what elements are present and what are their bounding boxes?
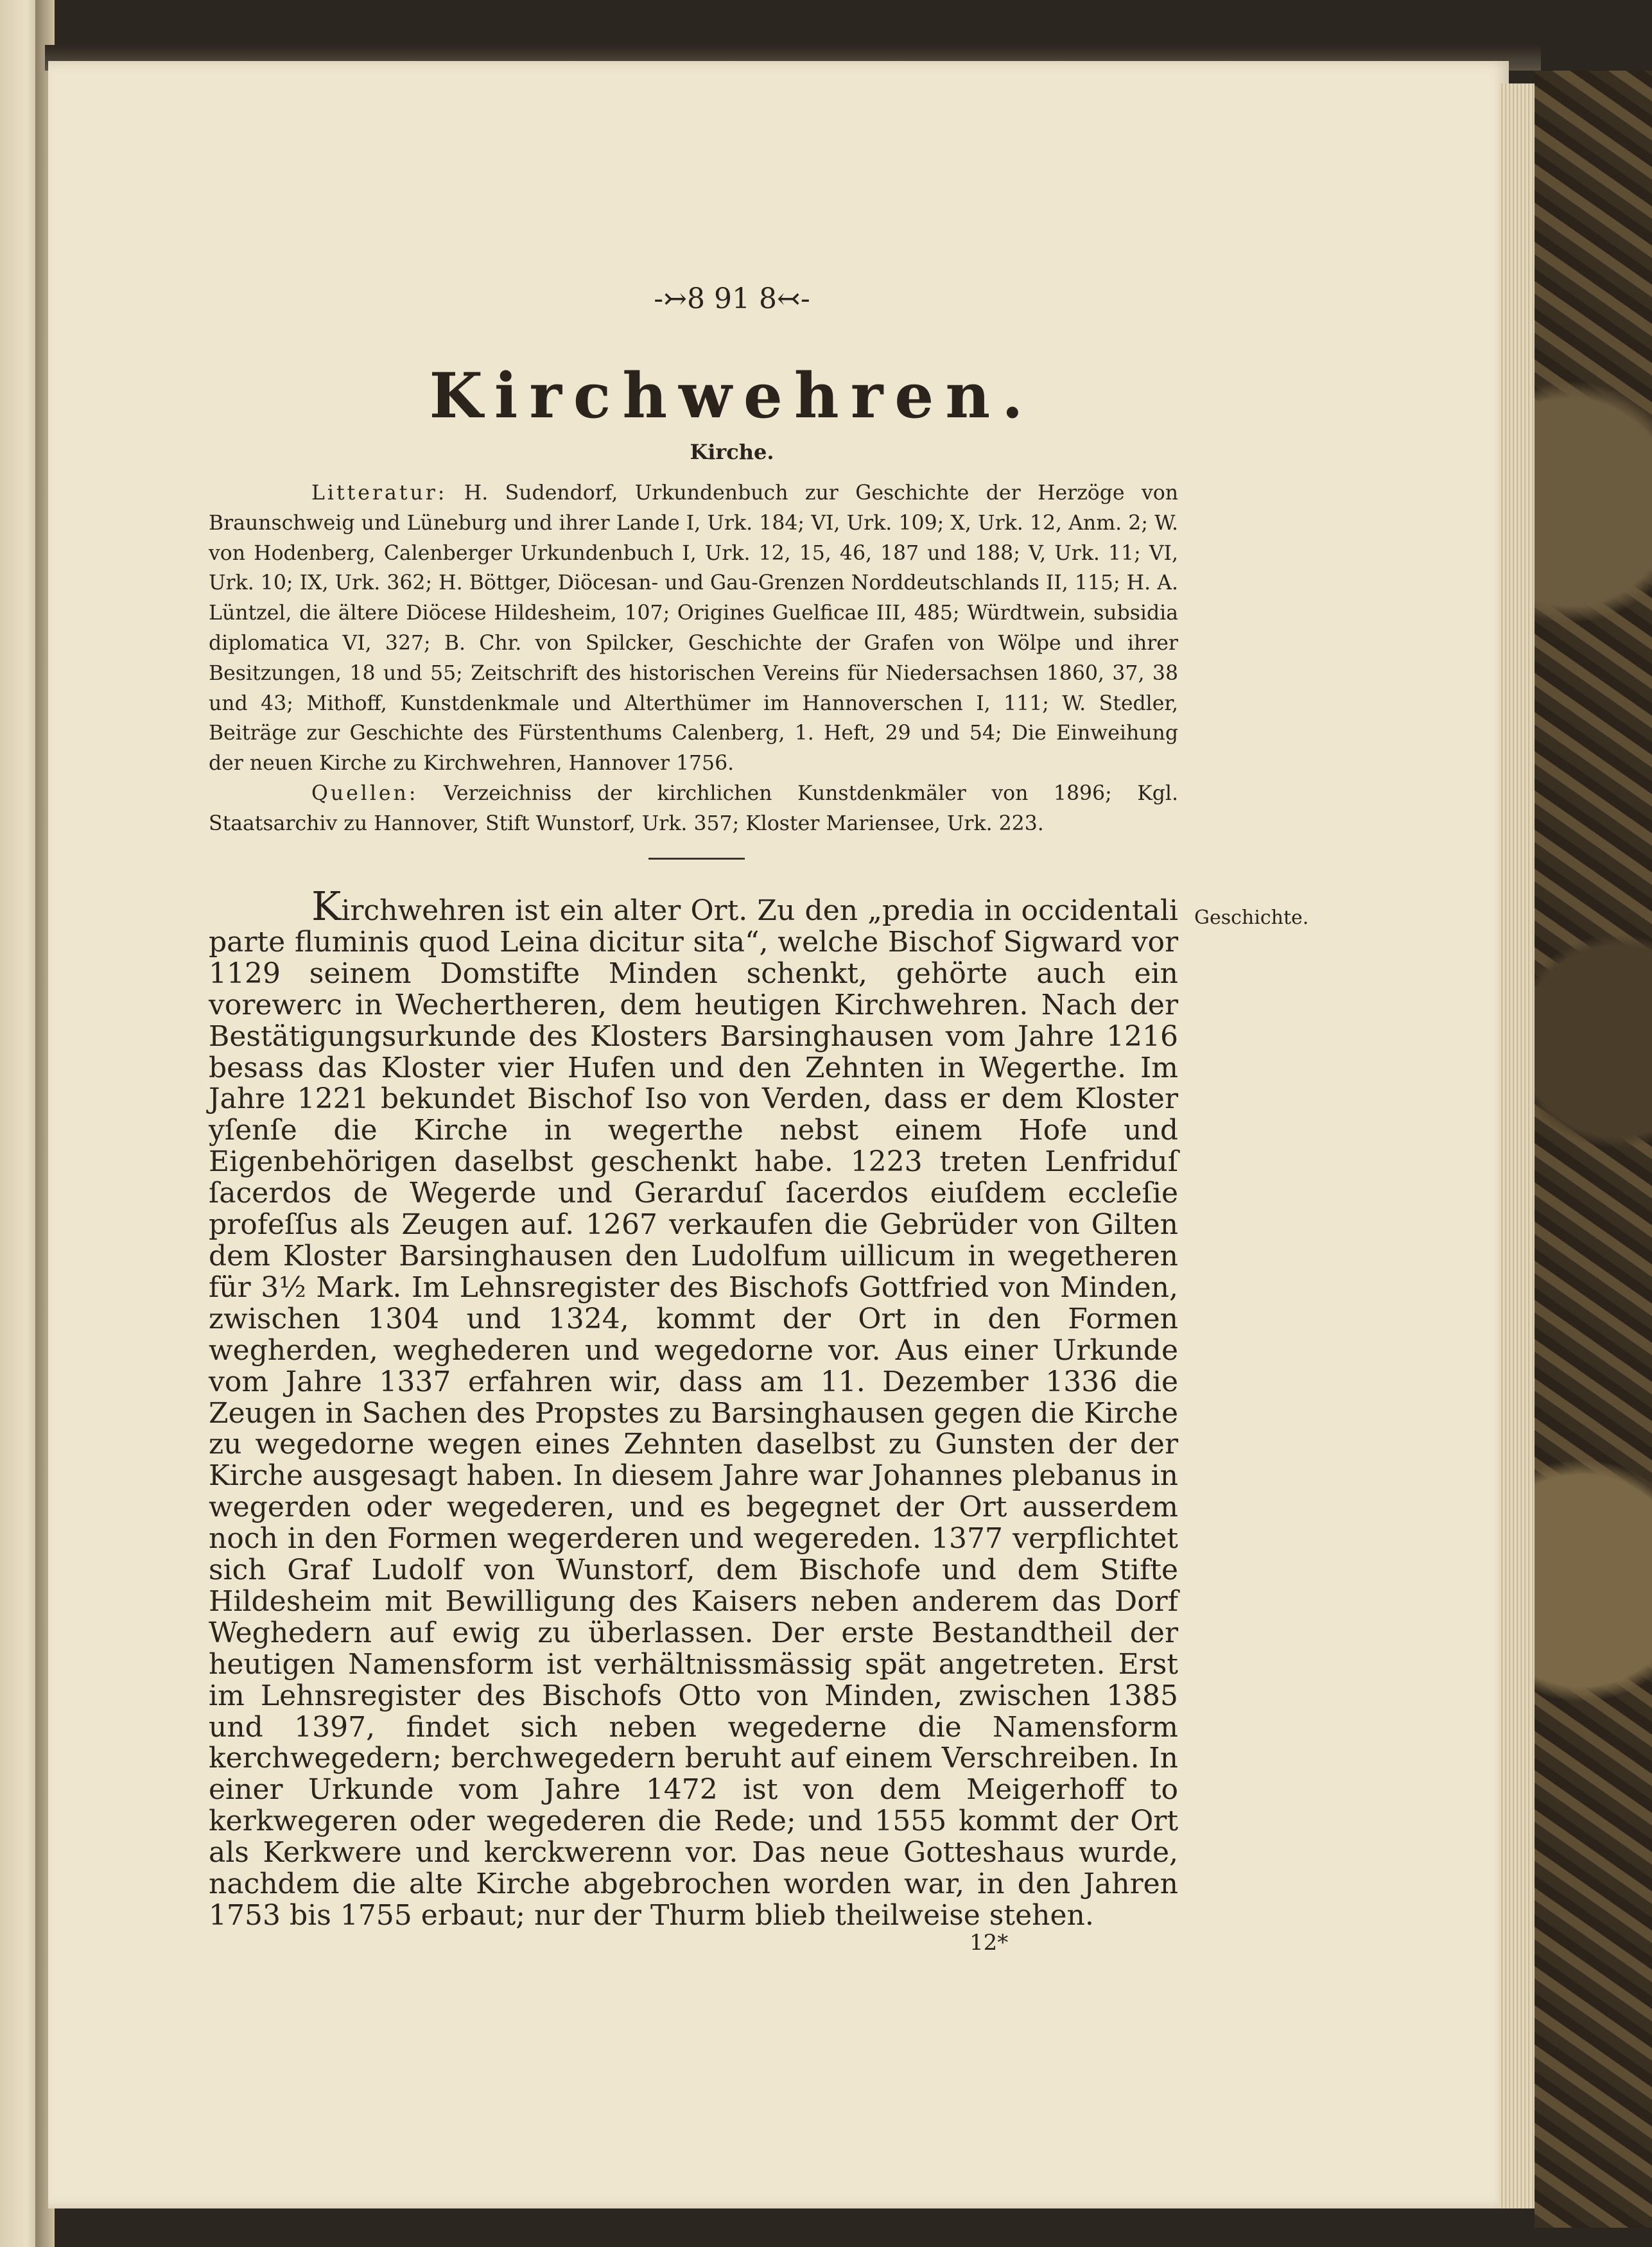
body-text [209, 883, 1178, 1932]
literatur-text: H. Sudendorf, Urkundenbuch zur Geschichte der Herzöge von Braunschweig und Lüneburg und ihrer Lande I, Urk. 184; VI, Urk. 109; X, Urk. 12, Anm. 2; W. von Hodenberg, Calenberger Urkundenbuch I, Urk. 12, 15, 46, 187 und 188; V, Urk. 11; VI, Urk. 10; IX, Urk. 362; H. Böttger, Diöcesan- und Gau-Grenzen Norddeutschlands II, 115; H. A. Lüntzel, die ältere Diöcese Hildesheim, 107; Origines Guelficae III, 485; Würdtwein, subsidia diplomatica VI, 327; B. Chr. von Spilcker, Geschichte der Grafen von Wölpe und ihrer Besitzungen, 18 und 55; Zeitschrift des historischen Vereins für Niedersachsen 1860, 37, 38 und 43; Mithoff, Kunstdenkmale und Alterthümer im Hannoverschen I, 111; W. Stedler, Beiträge zur Geschichte des Fürstenthums Calenberg, 1. Heft, 29 und 54; Die Einweihung der neuen Kirche zu Kirchwehren, Hannover 1756. [209, 482, 1178, 776]
page-title: Kirchwehren. [429, 360, 1035, 432]
quellen-label: Quellen: [311, 781, 419, 805]
drop-cap: K [311, 883, 342, 930]
quellen-text: Verzeichniss der kirchlichen Kunstdenkmäler von 1896; Kgl. Staatsarchiv zu Hannover, Stift Wunstorf, Urk. 357; Kloster Mariensee, Urk. 223. [209, 781, 1178, 835]
page-subtitle: Kirche. [690, 440, 774, 464]
section-divider [648, 858, 745, 860]
signature-mark: 12* [969, 1930, 1009, 1956]
marbled-cover [1535, 71, 1652, 2228]
page-header: -↣8 91 8↢- [654, 282, 810, 315]
literatur-label: Litteratur: [311, 482, 448, 505]
references-block [209, 478, 1178, 839]
margin-note: Geschichte. [1194, 907, 1309, 929]
quellen-paragraph [209, 779, 1178, 839]
literatur-paragraph [209, 478, 1178, 779]
body-paragraph-text: irchwehren ist ein alter Ort. Zu den „predia in occidentali parte fluminis quod Leina dicitur sita“, welche Bischof Sigward vor 1129 seinem Domstifte Minden schenkt, gehörte auch ein vorewerc in Wechertheren, dem heutigen Kirchwehren. Nach der Bestätigungsurkunde des Klosters Barsinghausen vom Jahre 1216 besass das Kloster vier Hufen und den Zehnten in Wegerthe. Im Jahre 1221 bekundet Bischof Iso von Verden, dass er dem Kloster yſenſe die Kirche in wegerthe nebst einem Hofe und Eigenbehörigen daselbst geschenkt habe. 1223 treten Lenfriduſ ſacerdos de Wegerde und Gerarduſ ſacerdos eiuſdem eccleſie profeſſus als Zeugen auf. 1267 verkaufen die Gebrüder von Gilten dem Kloster Barsinghausen den Ludolfum uillicum in wegetheren für 3½ Mark. Im Lehnsregister des Bischofs Gottfried von Minden, zwischen 1304 und 1324, kommt der Ort in den Formen wegherden, weghederen und wegedorne vor. Aus einer Urkunde vom Jahre 1337 erfahren wir, dass am 11. Dezember 1336 die Zeugen in Sachen des Propstes zu Barsinghausen gegen die Kirche zu wegedorne wegen eines Zehnten daselbst zu Gunsten der der Kirche ausgesagt haben. In diesem Jahre war Johannes plebanus in wegerden oder wegederen, und es begegnet der Ort ausserdem noch in den Formen wegerderen und wegereden. 1377 verpflichtet sich Graf Ludolf von Wunstorf, dem Bischofe und dem Stifte Hildesheim mit Bewilligung des Kaisers neben anderem das Dorf Weghedern auf ewig zu überlassen. Der erste Bestandtheil der heutigen Namensform ist verhältnissmässig spät angetreten. Erst im Lehnsregister des Bischofs Otto von Minden, zwischen 1385 und 1397, findet sich neben wegederne die Namensform kerchwegedern; berchwegedern beruht auf einem Verschreiben. In einer Urkunde vom Jahre 1472 ist von dem Meigerhoff to kerkwegeren oder wegederen die Rede; und 1555 kommt der Ort als Kerkwere und kerckwerenn vor. Das neue Gotteshaus wurde, nachdem die alte Kirche abgebrochen worden war, in den Jahren 1753 bis 1755 erbaut; nur der Thurm blieb theilweise stehen. [209, 894, 1178, 1932]
body-paragraph [209, 883, 1178, 1932]
page-stack-edges [1499, 83, 1538, 2208]
